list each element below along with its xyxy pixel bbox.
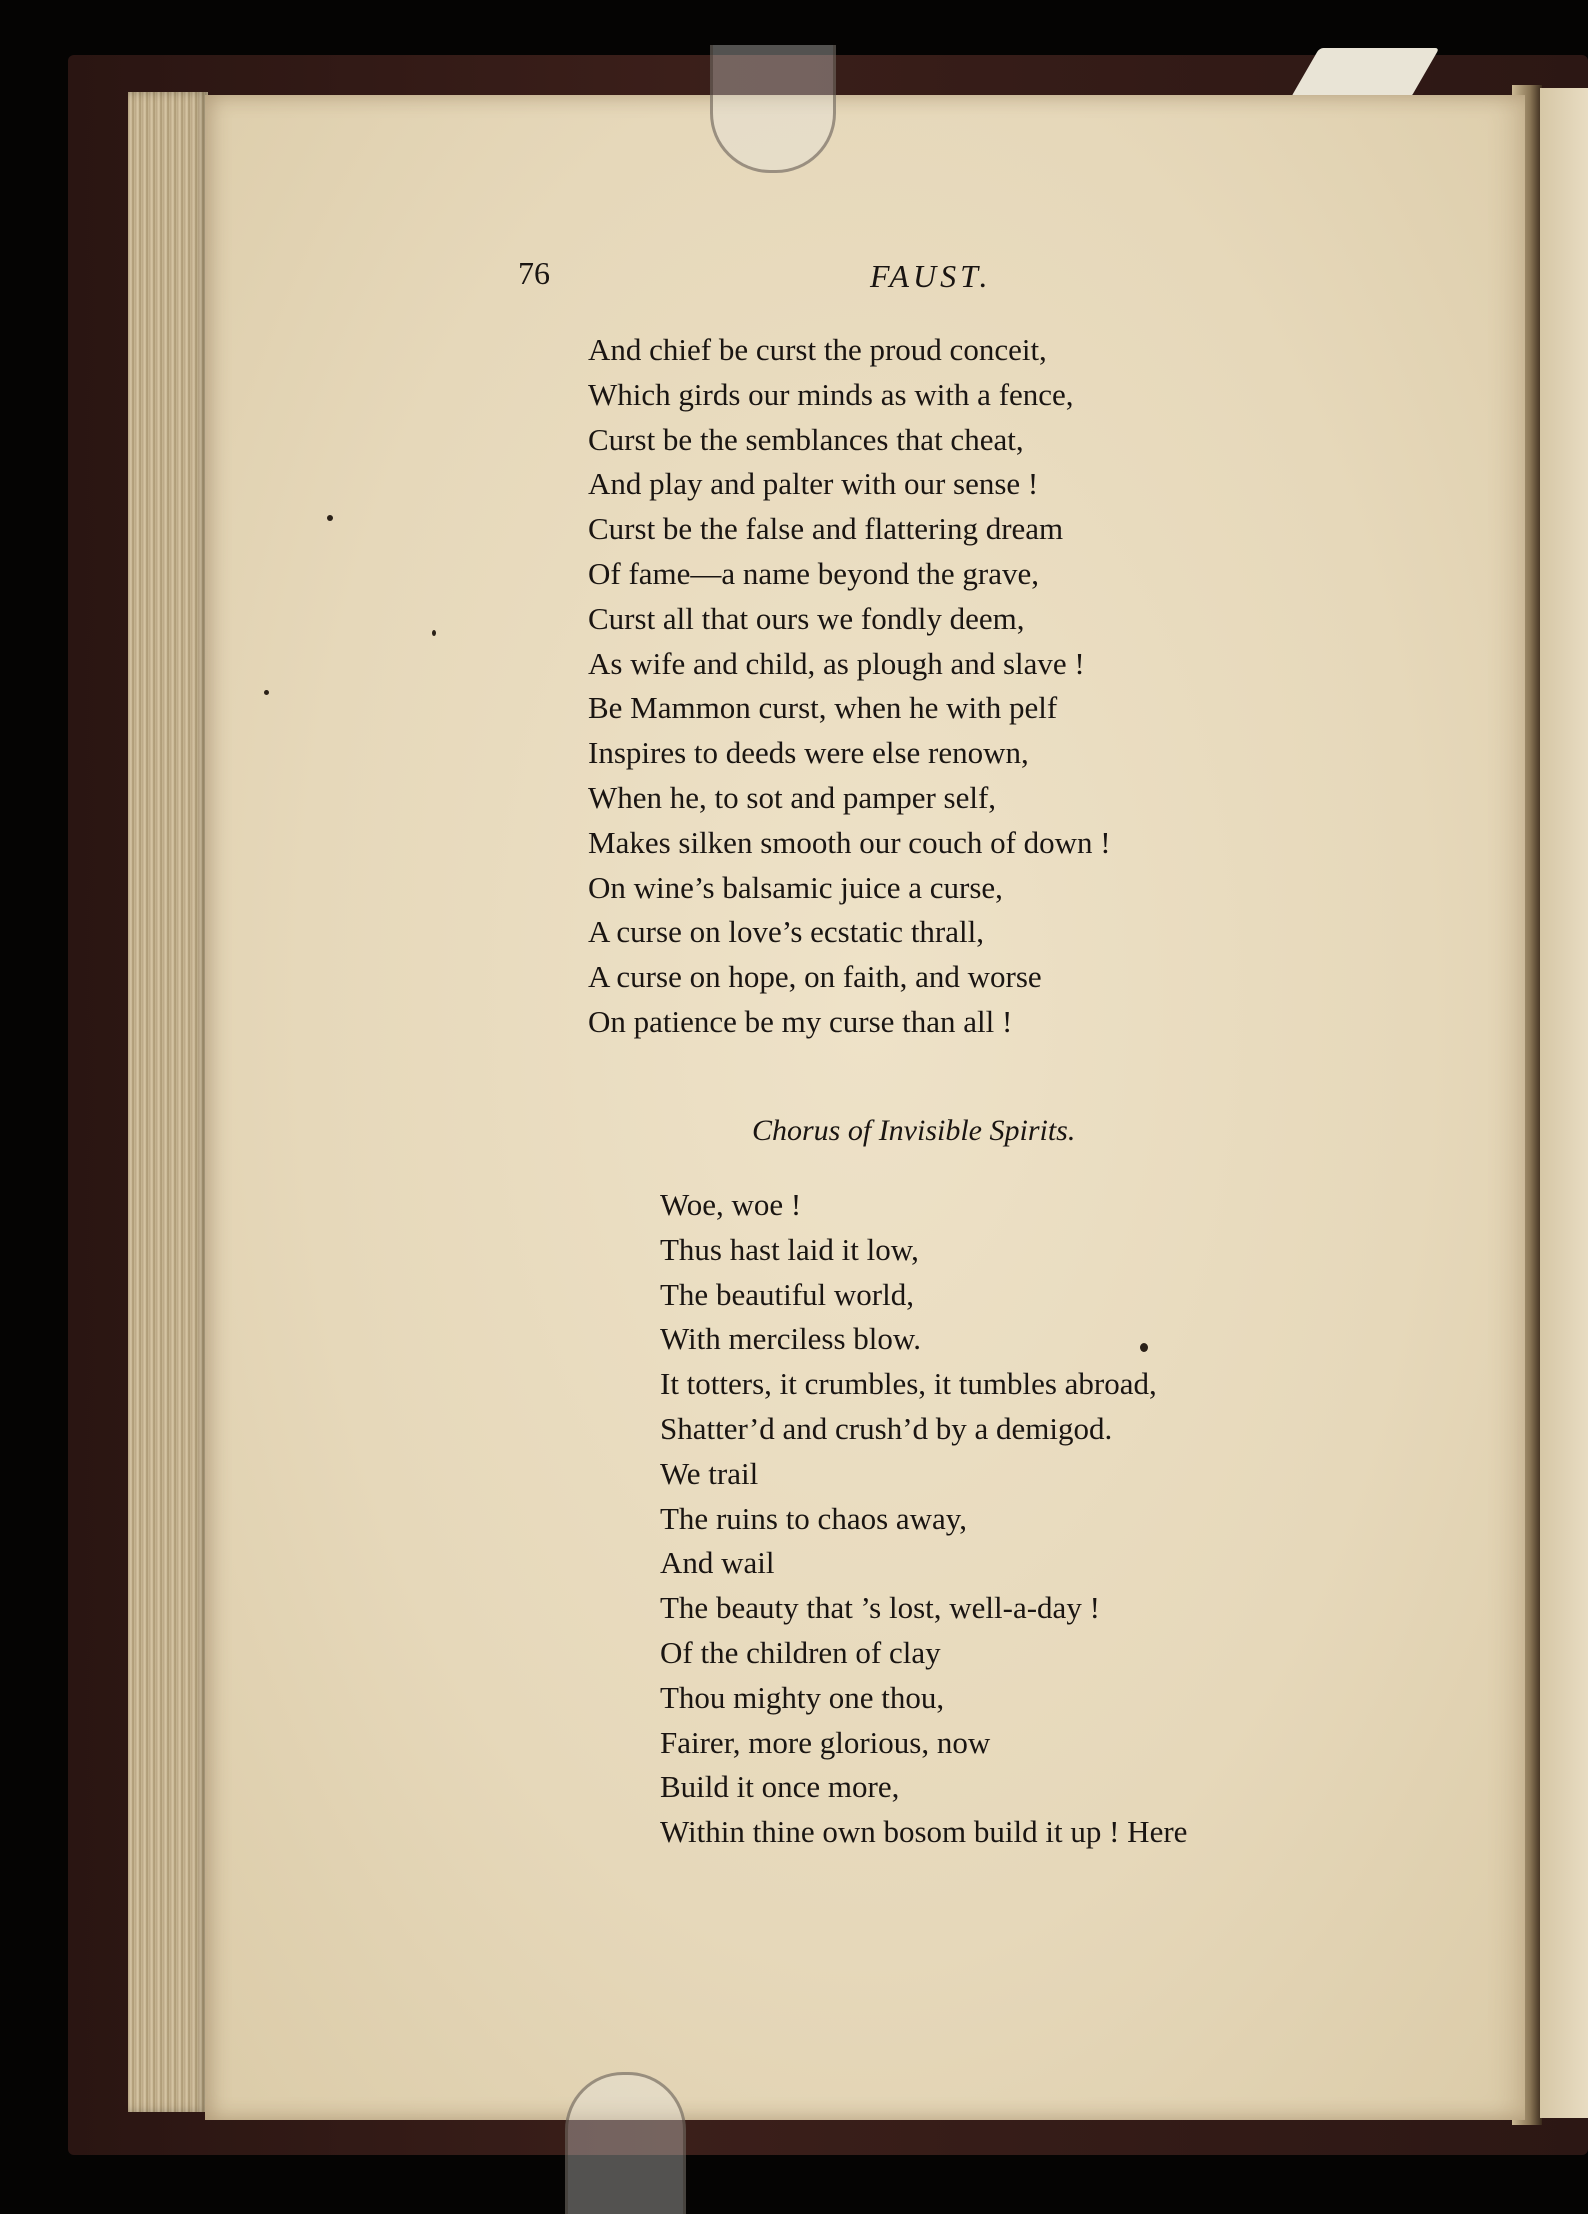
chorus-line: We trail <box>660 1455 759 1491</box>
chorus-line: Thus hast laid it low, <box>660 1231 919 1267</box>
verse-line: And chief be curst the proud conceit, <box>588 332 1047 367</box>
verse-line: Curst all that ours we fondly deem, <box>588 600 1025 636</box>
paper-speck <box>1140 1343 1148 1352</box>
chorus-line: And wail <box>660 1545 775 1581</box>
verse-line: On patience be my curse than all ! <box>588 1003 1013 1039</box>
verse-line: And play and palter with our sense ! <box>588 466 1039 502</box>
chorus-block <box>660 1183 1187 1855</box>
verse-block <box>588 328 1111 1045</box>
chorus-line: It totters, it crumbles, it tumbles abroad, <box>660 1366 1157 1402</box>
verse-line: Makes silken smooth our couch of down ! <box>588 824 1111 860</box>
running-head: FAUST. <box>870 258 992 294</box>
verse-line: Inspires to deeds were else renown, <box>588 735 1029 771</box>
verse-line: Of fame—a name beyond the grave, <box>588 555 1040 591</box>
verse-line: Which girds our minds as with a fence, <box>588 376 1074 412</box>
chorus-line: The beautiful world, <box>660 1276 914 1312</box>
verse-line: As wife and child, as plough and slave ! <box>588 645 1085 681</box>
paper-speck <box>264 690 269 695</box>
chorus-line: The beauty that ’s lost, well-a-day ! <box>660 1590 1100 1626</box>
chorus-line: Shatter’d and crush’d by a demigod. <box>660 1410 1113 1446</box>
verse-line: On wine’s balsamic juice a curse, <box>588 869 1003 905</box>
verse-line: Curst be the semblances that cheat, <box>588 421 1024 457</box>
page-number: 76 <box>518 255 550 291</box>
verse-line: Curst be the false and flattering dream <box>588 511 1064 547</box>
verse-line: When he, to sot and pamper self, <box>588 779 997 815</box>
facing-page-edge <box>1540 88 1588 2118</box>
page-clip-bottom <box>565 2072 686 2214</box>
chorus-line: Thou mighty one thou, <box>660 1679 945 1715</box>
chorus-line: Of the children of clay <box>660 1634 941 1670</box>
chorus-line: The ruins to chaos away, <box>660 1500 968 1536</box>
chorus-heading: Chorus of Invisible Spirits. <box>752 1114 1076 1147</box>
paper-speck <box>327 515 333 521</box>
chorus-line: Within thine own bosom build it up ! Here <box>660 1814 1188 1850</box>
verse-line: A curse on hope, on faith, and worse <box>588 959 1042 995</box>
chorus-line: With merciless blow. <box>660 1321 922 1357</box>
verse-line: A curse on love’s ecstatic thrall, <box>588 914 984 950</box>
verse-line: Be Mammon curst, when he with pelf <box>588 690 1058 726</box>
paper-speck <box>432 630 436 636</box>
chorus-line: Woe, woe ! <box>660 1187 802 1222</box>
chorus-line: Fairer, more glorious, now <box>660 1724 991 1760</box>
chorus-line: Build it once more, <box>660 1769 900 1805</box>
page-edges <box>128 92 208 2112</box>
page-clip-top <box>710 45 836 173</box>
